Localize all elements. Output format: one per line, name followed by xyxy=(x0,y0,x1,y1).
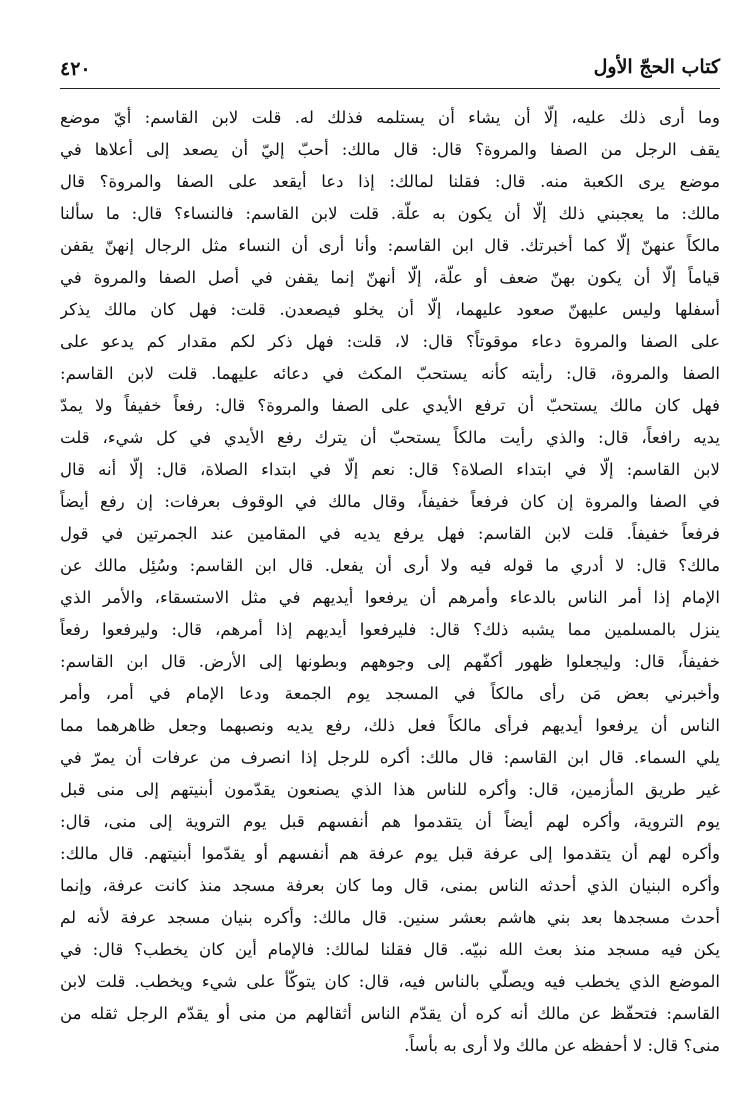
text-line: يلي السماء. قال ابن القاسم: قال مالك: أكره للرجل إذا انصرف من عرفات أن يمرّ في xyxy=(60,748,720,767)
text-line: قياماً إلّا أن يكون بهنّ ضعف أو علّة، إلّا أنهنّ إنما يقفن في أصل الصفا والمروة في xyxy=(60,268,720,287)
text-line: يديه رافعاً، قال: والذي رأيت مالكاً يستحبّ أن يترك رفع الأيدي في كل شيء، قلت xyxy=(60,428,720,447)
text-line: موضع يرى الكعبة منه. قال: فقلنا لمالك: إذا دعا أيقعد على الصفا والمروة؟ قال xyxy=(60,172,720,191)
header-rule xyxy=(60,88,720,89)
text-line: وما أرى ذلك عليه، إلّا أن يشاء أن يستلمه فذلك له. قلت لابن القاسم: أيّ موضع xyxy=(60,108,720,127)
text-line: وأكره البنيان الذي أحدثه الناس بمنى، قال وما كان بعرفة مسجد منذ كانت عرفة، وإنما xyxy=(60,876,720,895)
text-line: خفيفاً، قال: وليجعلوا ظهور أكفّهم إلى وجوههم وبطونها إلى الأرض. قال ابن القاسم: xyxy=(60,652,720,671)
text-line: وأخبرني بعض مَن رأى مالكاً في المسجد يوم الجمعة ودعا الإمام في أمر، وأمر xyxy=(60,684,720,703)
text-line: فرفعاً خفيفاً. قلت لابن القاسم: فهل يرفع يديه في المقامين عند الجمرتين في قول xyxy=(60,524,720,543)
text-line: فهل كان مالك يستحبّ أن ترفع الأيدي على الصفا والمروة؟ قال: رفعاً خفيفاً ولا يمدّ xyxy=(60,396,720,415)
text-line: مالكاً عنهنّ إلّا كما أخبرتك. قال ابن القاسم: وأنا أرى أن النساء مثل الرجال إنهنّ يقفن xyxy=(60,236,720,255)
text-line: في الصفا والمروة إن كان فرفعاً خفيفاً، وقال مالك في الوقوف بعرفات: إن رفع أيضاً xyxy=(60,492,720,511)
text-line: أحدث مسجدها بعد بني هاشم بعشر سنين. قال مالك: وأكره بنيان مسجد عرفة لأنه لم xyxy=(60,908,720,927)
page-number: ٤٢٠ xyxy=(60,58,91,80)
text-line: على الصفا والمروة دعاء موقوتاً؟ قال: لا، قلت: فهل ذكر لكم مقدار كم يدعو على xyxy=(60,332,720,351)
text-line: أسفلها وليس عليهنّ صعود عليهما، إلّا أن يخلو فيصعدن. قلت: فهل كان مالك يذكر xyxy=(60,300,720,319)
text-line: منى؟ قال: لا أحفظه عن مالك ولا أرى به بأساً. xyxy=(404,1036,720,1055)
text-line: القاسم: فتحفّظ عن مالك أنه كره أن يقدّم الناس أثقالهم من منى أو يقدّم الرجل ثقله من xyxy=(60,1004,720,1023)
text-line: يقف الرجل من الصفا والمروة؟ قال: قال مالك: أحبّ إليّ أن يصعد إلى أعلاها في xyxy=(60,140,720,159)
text-line: مالك: ما يعجبني ذلك إلّا أن يكون به علّة. قلت لابن القاسم: فالنساء؟ قال: ما سألنا xyxy=(60,204,720,223)
text-line: الناس أن يرفعوا أيديهم فرأى مالكاً فعل ذلك، رفع يديه ونصبهما وجعل ظاهرهما مما xyxy=(60,716,720,735)
text-line: يكن فيه مسجد منذ بعث الله نبيّه. قال فقلنا لمالك: فالإمام أين كان يخطب؟ قال: في xyxy=(60,940,720,959)
text-line: الإمام إذا أمر الناس بالدعاء وأمرهم أن يرفعوا أيديهم في مثل الاستسقاء، والأمر الذي xyxy=(60,588,720,607)
book-title: كتاب الحجّ الأول xyxy=(593,56,720,78)
text-line: لابن القاسم: إلّا في ابتداء الصلاة؟ قال: نعم إلّا في ابتداء الصلاة، قال: إلّا أنه قال xyxy=(60,460,720,479)
text-line: الموضع الذي يخطب فيه ويصلّي بالناس فيه، قال: كان يتوكّأ على شيء ويخطب. قلت لابن xyxy=(60,972,720,991)
text-line: يوم التروية، وأكره لهم أيضاً أن يتقدموا هم أنفسهم قبل يوم التروية إلى منى، قال: xyxy=(60,812,720,831)
text-line: وأكره لهم أن يتقدموا إلى عرفة قبل يوم عرفة هم أنفسهم أو يقدّموا أبنيتهم. قال مالك: xyxy=(60,844,720,863)
text-line: ينزل بالمسلمين مما يشبه ذلك؟ قال: فليرفعوا أيديهم إذا أمرهم، قال: وليرفعوا رفعاً xyxy=(60,620,720,639)
text-line: الصفا والمروة، قال: رأيته كأنه يستحبّ المكث في دعائه عليهما. قلت لابن القاسم: xyxy=(60,364,720,383)
text-line: مالك؟ قال: لا أدري ما قوله فيه ولا أرى أن يفعل. قال ابن القاسم: وسُئِل مالك عن xyxy=(60,556,720,575)
text-line: غير طريق المأزمين، قال: وأكره للناس هذا الذي يصنعون يقدّمون أبنيتهم إلى منى قبل xyxy=(60,780,720,799)
text-body xyxy=(60,102,720,1062)
running-header xyxy=(60,52,720,86)
